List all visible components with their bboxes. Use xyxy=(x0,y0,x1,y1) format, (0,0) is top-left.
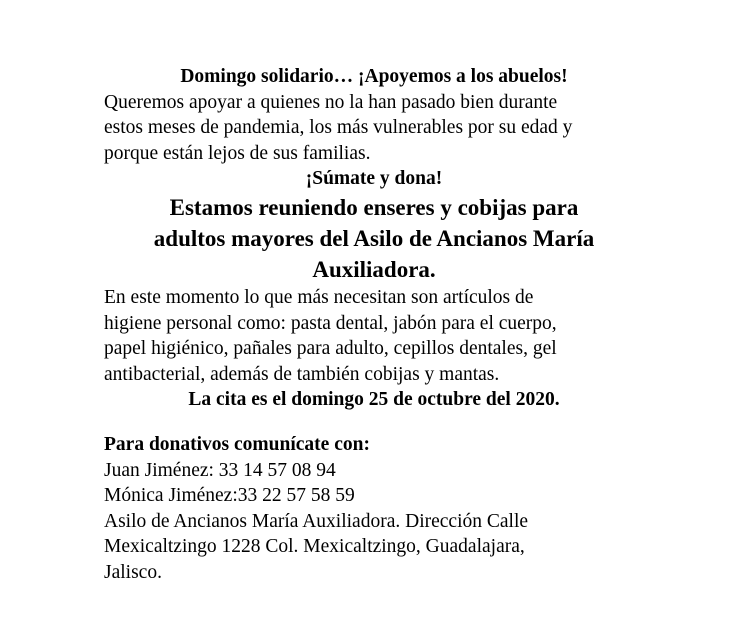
blank-line xyxy=(104,413,644,432)
intro-line-3: porque están lejos de sus familias. xyxy=(104,142,371,164)
intro-line-1: Queremos apoyar a quienes no la han pasado bien durante xyxy=(104,91,558,113)
address-line-2: Mexicaltzingo 1228 Col. Mexicaltzingo, Guadalajara, xyxy=(104,536,525,558)
headline-line-2: adultos mayores del Asilo de Ancianos María xyxy=(153,225,595,251)
contact-monica: Mónica Jiménez:33 22 57 58 59 xyxy=(104,485,355,507)
call-to-action: ¡Súmate y dona! xyxy=(305,168,443,190)
intro-line-2: estos meses de pandemia, los más vulnerables por su edad y xyxy=(104,117,573,139)
needs-line-3: papel higiénico, pañales para adulto, cepillos dentales, gel xyxy=(104,338,557,360)
document-body xyxy=(104,64,644,586)
contact-juan: Juan Jiménez: 33 14 57 08 94 xyxy=(104,459,336,481)
contact-heading: Para donativos comunícate con: xyxy=(104,433,370,455)
needs-line-1: En este momento lo que más necesitan son artículos de xyxy=(104,286,534,308)
document-title: Domingo solidario… ¡Apoyemos a los abuelos! xyxy=(180,66,568,87)
needs-line-4: antibacterial, además de también cobijas y mantas. xyxy=(104,363,500,385)
address-line-3: Jalisco. xyxy=(104,561,162,583)
event-date: La cita es el domingo 25 de octubre del 2020. xyxy=(188,389,560,411)
needs-line-2: higiene personal como: pasta dental, jabón para el cuerpo, xyxy=(104,312,557,334)
headline-line-3: Auxiliadora. xyxy=(312,256,436,282)
address-line-1: Asilo de Ancianos María Auxiliadora. Dirección Calle xyxy=(104,510,529,532)
headline-line-1: Estamos reuniendo enseres y cobijas para xyxy=(169,194,579,220)
